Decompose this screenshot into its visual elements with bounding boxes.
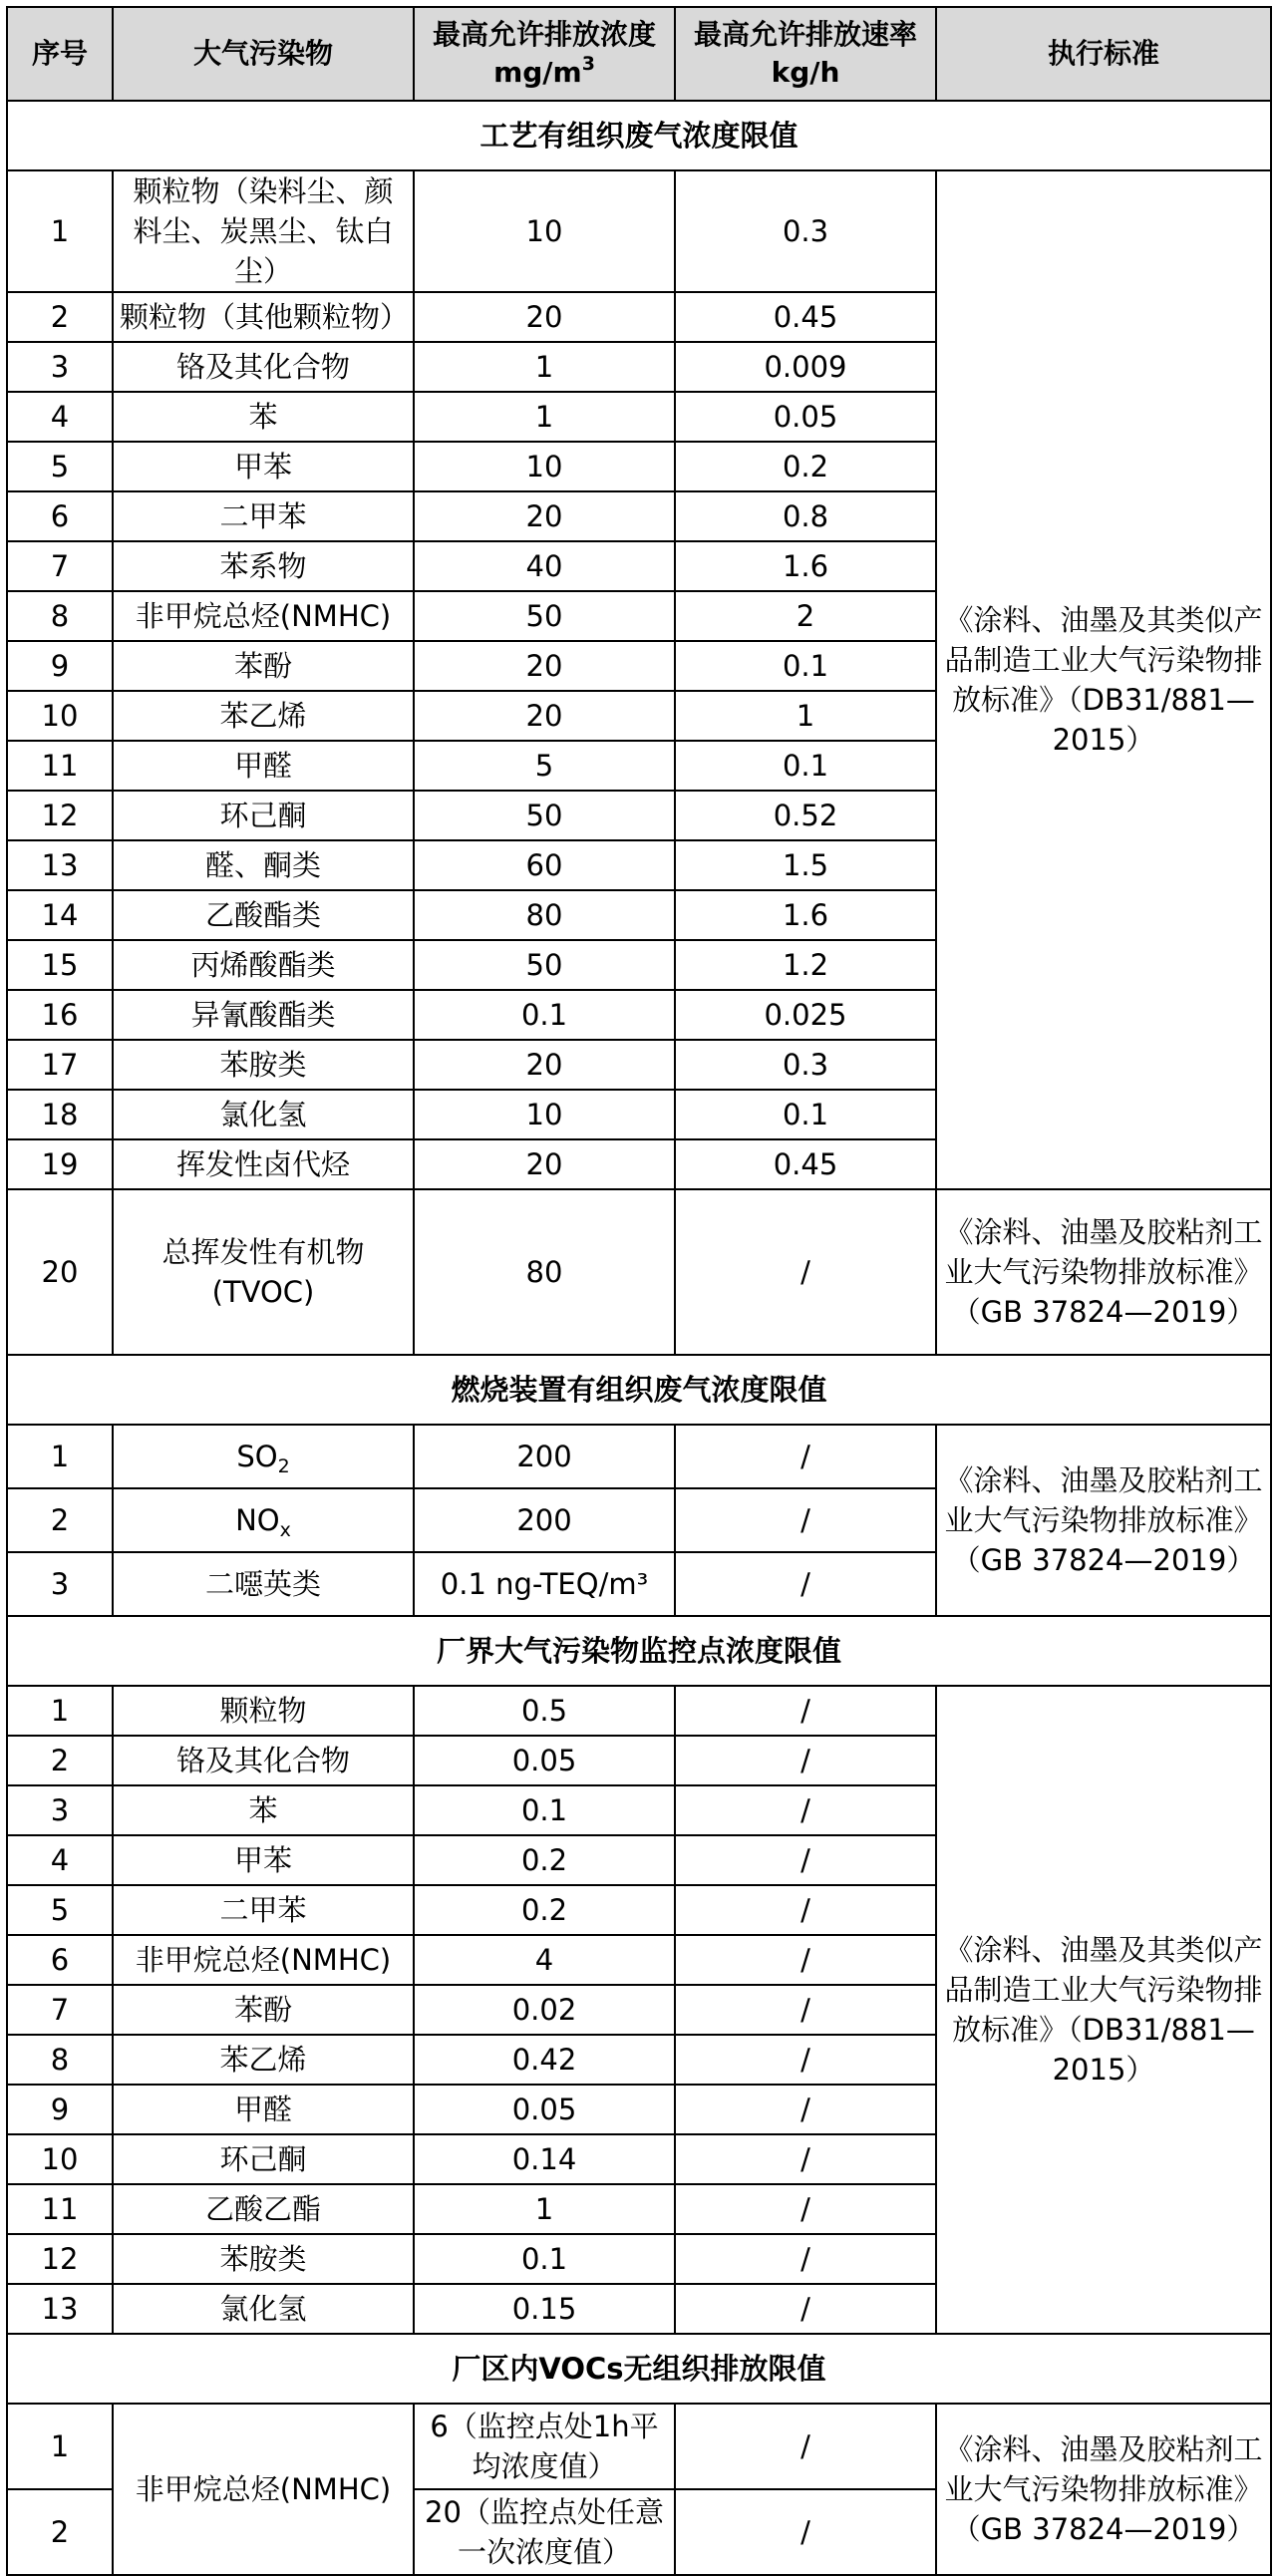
row-pollutant: 环己酮 bbox=[113, 791, 414, 840]
row-rate: / bbox=[675, 2134, 936, 2184]
header-standard: 执行标准 bbox=[936, 7, 1271, 101]
row-rate: / bbox=[675, 2284, 936, 2334]
row-concentration: 20 bbox=[414, 691, 675, 741]
header-rate-unit: kg/h bbox=[771, 56, 840, 89]
row-rate: 0.8 bbox=[675, 491, 936, 541]
row-rate: 1.2 bbox=[675, 940, 936, 990]
header-conc-line1: 最高允许排放浓度 bbox=[432, 18, 656, 51]
row-rate: 0.45 bbox=[675, 292, 936, 342]
row-no: 8 bbox=[7, 591, 113, 641]
row-pollutant: 氯化氢 bbox=[113, 2284, 414, 2334]
row-pollutant: 甲苯 bbox=[113, 442, 414, 491]
row-pollutant: 甲醛 bbox=[113, 741, 414, 791]
row-pollutant bbox=[113, 1488, 414, 1552]
row-pollutant: 非甲烷总烃(NMHC) bbox=[113, 591, 414, 641]
row-pollutant: 环己酮 bbox=[113, 2134, 414, 2184]
row-concentration: 0.5 bbox=[414, 1686, 675, 1736]
row-rate: 1.5 bbox=[675, 840, 936, 890]
row-concentration: 10 bbox=[414, 1090, 675, 1139]
pollutant-formula: 二噁英类 bbox=[204, 1567, 321, 1601]
row-rate: / bbox=[675, 1736, 936, 1785]
row-no: 1 bbox=[7, 2404, 113, 2489]
row-concentration: 0.14 bbox=[414, 2134, 675, 2184]
row-pollutant: 颗粒物（其他颗粒物） bbox=[113, 292, 414, 342]
row-rate: 0.52 bbox=[675, 791, 936, 840]
row-concentration: 0.2 bbox=[414, 1885, 675, 1935]
header-pollutant: 大气污染物 bbox=[113, 7, 414, 101]
pollutant-formula: SO bbox=[236, 1440, 278, 1473]
standard-db31-boundary: 《涂料、油墨及其类似产品制造工业大气污染物排放标准》（DB31/881—2015） bbox=[936, 1686, 1271, 2334]
section4-header bbox=[7, 2334, 1271, 2404]
row-rate: / bbox=[675, 1425, 936, 1488]
row-concentration: 60 bbox=[414, 840, 675, 890]
row-pollutant: 苯 bbox=[113, 1785, 414, 1835]
row-no: 1 bbox=[7, 1686, 113, 1736]
row-pollutant: 苯胺类 bbox=[113, 1040, 414, 1090]
section1-header bbox=[7, 101, 1271, 170]
pollutant-formula: NO bbox=[235, 1503, 280, 1537]
row-pollutant: 甲苯 bbox=[113, 1835, 414, 1885]
row-concentration: 0.1 ng-TEQ/m³ bbox=[414, 1552, 675, 1616]
row-no: 6 bbox=[7, 1935, 113, 1985]
row-rate: / bbox=[675, 1985, 936, 2035]
row-concentration: 20 bbox=[414, 1139, 675, 1189]
header-conc-sup: 3 bbox=[581, 53, 595, 75]
section3-header-title: 厂界大气污染物监控点浓度限值 bbox=[7, 1616, 1271, 1686]
row-rate: 0.025 bbox=[675, 990, 936, 1040]
row-pollutant: 苯酚 bbox=[113, 641, 414, 691]
row-no: 19 bbox=[7, 1139, 113, 1189]
row-rate: 1.6 bbox=[675, 541, 936, 591]
row-no: 2 bbox=[7, 292, 113, 342]
standard-gb-tvoc: 《涂料、油墨及胶粘剂工业大气污染物排放标准》（GB 37824—2019） bbox=[936, 1189, 1271, 1355]
row-no: 13 bbox=[7, 840, 113, 890]
row-pollutant bbox=[113, 1189, 414, 1355]
row-pollutant: 丙烯酸酯类 bbox=[113, 940, 414, 990]
row-no: 4 bbox=[7, 1835, 113, 1885]
row-no: 3 bbox=[7, 342, 113, 392]
row-pollutant: 挥发性卤代烃 bbox=[113, 1139, 414, 1189]
row-pollutant-line2: (TVOC) bbox=[211, 1275, 315, 1309]
row-pollutant: 苯酚 bbox=[113, 1985, 414, 2035]
row-concentration: 200 bbox=[414, 1488, 675, 1552]
section4-header-title: 厂区内VOCs无组织排放限值 bbox=[7, 2334, 1271, 2404]
row-no: 15 bbox=[7, 940, 113, 990]
row-concentration: 40 bbox=[414, 541, 675, 591]
pollutant-subscript: x bbox=[279, 1519, 291, 1541]
row-no: 8 bbox=[7, 2035, 113, 2085]
row-pollutant: 二甲苯 bbox=[113, 1885, 414, 1935]
row-no: 10 bbox=[7, 2134, 113, 2184]
row-rate: / bbox=[675, 2234, 936, 2284]
row-pollutant bbox=[113, 1425, 414, 1488]
row-no: 5 bbox=[7, 442, 113, 491]
row-concentration: 0.1 bbox=[414, 2234, 675, 2284]
header-rate-line1: 最高允许排放速率 bbox=[693, 18, 917, 51]
row-rate: / bbox=[675, 2184, 936, 2234]
row-pollutant: 异氰酸酯类 bbox=[113, 990, 414, 1040]
emission-limits-document bbox=[6, 6, 1270, 2576]
row-no: 20 bbox=[7, 1189, 113, 1355]
row-concentration: 0.02 bbox=[414, 1985, 675, 2035]
row-pollutant: 苯胺类 bbox=[113, 2234, 414, 2284]
header-no: 序号 bbox=[7, 7, 113, 101]
row-rate: / bbox=[675, 1686, 936, 1736]
row-no: 16 bbox=[7, 990, 113, 1040]
row-no: 2 bbox=[7, 1488, 113, 1552]
row-concentration: 0.05 bbox=[414, 2085, 675, 2134]
row-concentration: 0.1 bbox=[414, 990, 675, 1040]
row-concentration: 80 bbox=[414, 890, 675, 940]
section2-header-title: 燃烧装置有组织废气浓度限值 bbox=[7, 1355, 1271, 1425]
row-no: 4 bbox=[7, 392, 113, 442]
row-no: 2 bbox=[7, 2489, 113, 2575]
row-concentration: 6（监控点处1h平均浓度值） bbox=[414, 2404, 675, 2489]
header-concentration bbox=[414, 7, 675, 101]
row-pollutant: 非甲烷总烃(NMHC) bbox=[113, 1935, 414, 1985]
table-row bbox=[7, 1686, 1271, 1736]
row-no: 3 bbox=[7, 1785, 113, 1835]
standard-gb-combustion: 《涂料、油墨及胶粘剂工业大气污染物排放标准》（GB 37824—2019） bbox=[936, 1425, 1271, 1616]
row-rate: / bbox=[675, 2489, 936, 2575]
pollutant-subscript: 2 bbox=[277, 1455, 290, 1477]
row-rate: / bbox=[675, 1189, 936, 1355]
row-pollutant: 氯化氢 bbox=[113, 1090, 414, 1139]
row-no: 6 bbox=[7, 491, 113, 541]
row-concentration: 1 bbox=[414, 392, 675, 442]
row-rate: 1.6 bbox=[675, 890, 936, 940]
row-rate: 0.1 bbox=[675, 741, 936, 791]
row-pollutant: 非甲烷总烃(NMHC) bbox=[113, 2404, 414, 2575]
emission-limits-table bbox=[6, 6, 1272, 2576]
row-concentration: 50 bbox=[414, 791, 675, 840]
row-rate: 2 bbox=[675, 591, 936, 641]
header-conc-unit: mg/m bbox=[493, 56, 582, 89]
row-no: 10 bbox=[7, 691, 113, 741]
row-pollutant: 苯系物 bbox=[113, 541, 414, 591]
row-rate: / bbox=[675, 1552, 936, 1616]
row-no: 11 bbox=[7, 741, 113, 791]
row-no: 1 bbox=[7, 1425, 113, 1488]
row-pollutant: 二甲苯 bbox=[113, 491, 414, 541]
row-concentration: 10 bbox=[414, 170, 675, 292]
row-concentration: 200 bbox=[414, 1425, 675, 1488]
table-row bbox=[7, 170, 1271, 292]
row-no: 7 bbox=[7, 1985, 113, 2035]
row-concentration: 0.1 bbox=[414, 1785, 675, 1835]
row-rate: / bbox=[675, 2035, 936, 2085]
row-no: 9 bbox=[7, 2085, 113, 2134]
row-no: 5 bbox=[7, 1885, 113, 1935]
row-concentration: 10 bbox=[414, 442, 675, 491]
row-rate: 0.1 bbox=[675, 1090, 936, 1139]
row-no: 9 bbox=[7, 641, 113, 691]
row-concentration: 0.42 bbox=[414, 2035, 675, 2085]
section2-header bbox=[7, 1355, 1271, 1425]
row-no: 12 bbox=[7, 791, 113, 840]
section3-header bbox=[7, 1616, 1271, 1686]
row-concentration: 1 bbox=[414, 342, 675, 392]
section1-header-title: 工艺有组织废气浓度限值 bbox=[7, 101, 1271, 170]
row-concentration: 20（监控点处任意一次浓度值） bbox=[414, 2489, 675, 2575]
row-pollutant: 苯乙烯 bbox=[113, 2035, 414, 2085]
row-no: 18 bbox=[7, 1090, 113, 1139]
row-pollutant: 铬及其化合物 bbox=[113, 1736, 414, 1785]
row-no: 3 bbox=[7, 1552, 113, 1616]
row-rate: 0.2 bbox=[675, 442, 936, 491]
row-rate: 0.3 bbox=[675, 1040, 936, 1090]
row-pollutant: 苯 bbox=[113, 392, 414, 442]
row-rate: / bbox=[675, 1885, 936, 1935]
standard-db31-process: 《涂料、油墨及其类似产品制造工业大气污染物排放标准》（DB31/881—2015） bbox=[936, 170, 1271, 1189]
row-concentration: 50 bbox=[414, 591, 675, 641]
row-pollutant: 甲醛 bbox=[113, 2085, 414, 2134]
row-concentration: 20 bbox=[414, 292, 675, 342]
row-rate: 1 bbox=[675, 691, 936, 741]
row-rate: / bbox=[675, 2404, 936, 2489]
row-pollutant: 颗粒物（染料尘、颜料尘、炭黑尘、钛白尘） bbox=[113, 170, 414, 292]
standard-gb-fugitive: 《涂料、油墨及胶粘剂工业大气污染物排放标准》（GB 37824—2019） bbox=[936, 2404, 1271, 2575]
row-no: 13 bbox=[7, 2284, 113, 2334]
row-no: 14 bbox=[7, 890, 113, 940]
table-row bbox=[7, 2404, 1271, 2489]
row-concentration: 1 bbox=[414, 2184, 675, 2234]
row-rate: / bbox=[675, 2085, 936, 2134]
row-concentration: 0.2 bbox=[414, 1835, 675, 1885]
row-concentration: 20 bbox=[414, 491, 675, 541]
row-pollutant: 醛、酮类 bbox=[113, 840, 414, 890]
row-concentration: 0.05 bbox=[414, 1736, 675, 1785]
row-no: 2 bbox=[7, 1736, 113, 1785]
row-no: 7 bbox=[7, 541, 113, 591]
row-pollutant: 铬及其化合物 bbox=[113, 342, 414, 392]
row-rate: 0.009 bbox=[675, 342, 936, 392]
row-pollutant: 乙酸乙酯 bbox=[113, 2184, 414, 2234]
row-pollutant-line1: 总挥发性有机物 bbox=[161, 1235, 365, 1269]
row-pollutant: 苯乙烯 bbox=[113, 691, 414, 741]
row-concentration: 0.15 bbox=[414, 2284, 675, 2334]
row-no: 12 bbox=[7, 2234, 113, 2284]
row-rate: / bbox=[675, 1488, 936, 1552]
row-concentration: 50 bbox=[414, 940, 675, 990]
row-rate: 0.3 bbox=[675, 170, 936, 292]
row-no: 11 bbox=[7, 2184, 113, 2234]
table-row bbox=[7, 1425, 1271, 1488]
row-rate: 0.1 bbox=[675, 641, 936, 691]
row-rate: 0.05 bbox=[675, 392, 936, 442]
row-rate: / bbox=[675, 1835, 936, 1885]
row-pollutant bbox=[113, 1552, 414, 1616]
row-concentration: 20 bbox=[414, 1040, 675, 1090]
table-row bbox=[7, 1189, 1271, 1355]
row-rate: / bbox=[675, 1785, 936, 1835]
row-pollutant: 乙酸酯类 bbox=[113, 890, 414, 940]
row-no: 17 bbox=[7, 1040, 113, 1090]
row-rate: 0.45 bbox=[675, 1139, 936, 1189]
row-rate: / bbox=[675, 1935, 936, 1985]
row-no: 1 bbox=[7, 170, 113, 292]
row-pollutant: 颗粒物 bbox=[113, 1686, 414, 1736]
header-rate bbox=[675, 7, 936, 101]
header-row bbox=[7, 7, 1271, 101]
row-concentration: 4 bbox=[414, 1935, 675, 1985]
row-concentration: 80 bbox=[414, 1189, 675, 1355]
row-concentration: 5 bbox=[414, 741, 675, 791]
row-concentration: 20 bbox=[414, 641, 675, 691]
